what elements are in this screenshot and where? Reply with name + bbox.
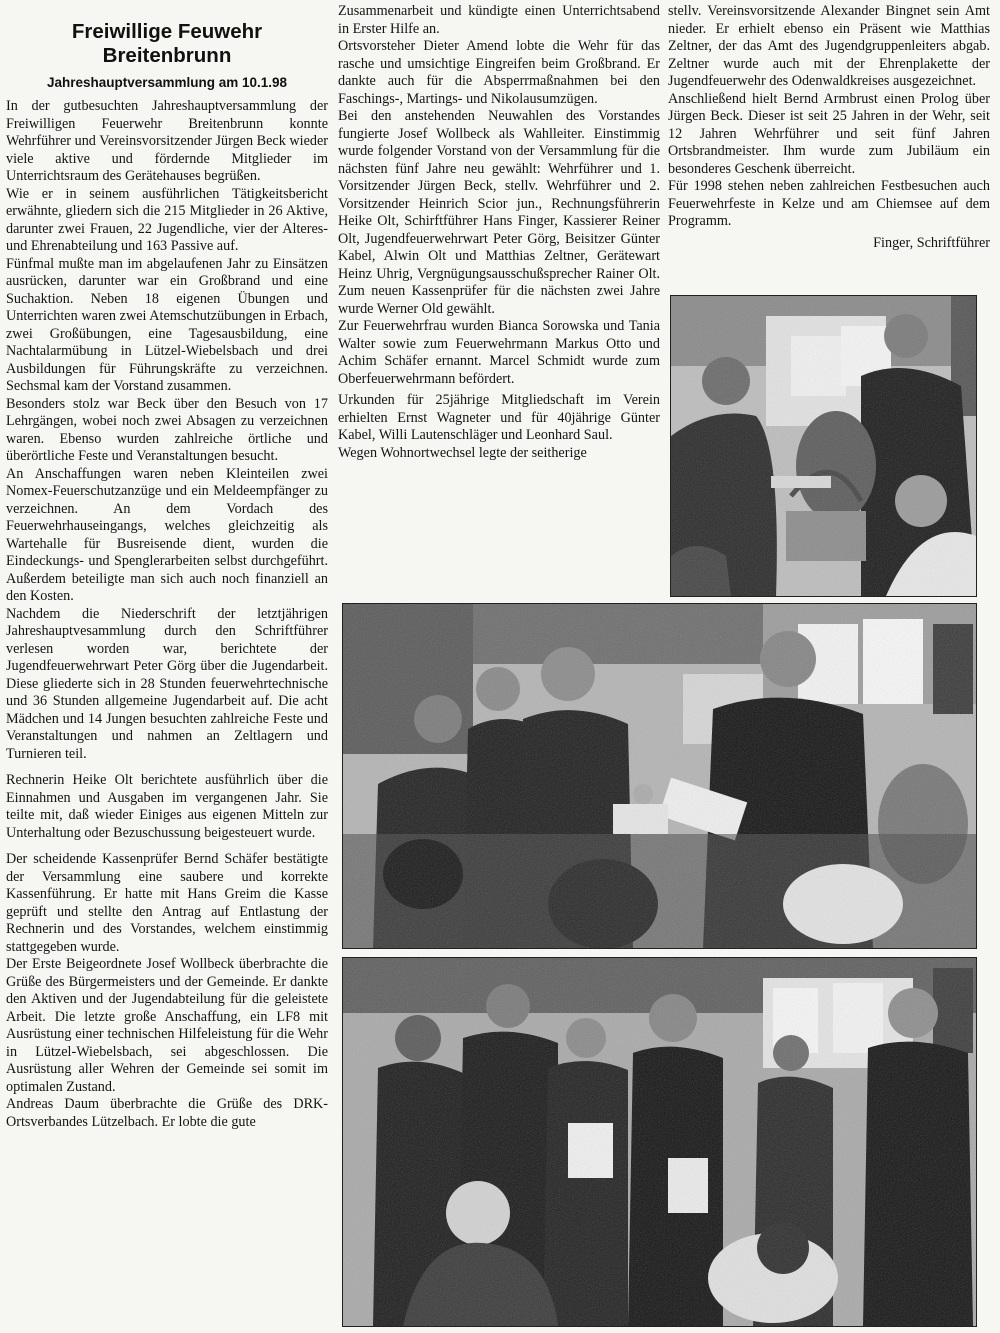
headline-line-1: Freiwillige Feuwehr [71,20,263,43]
paragraph: Der Erste Beigeordnete Josef Wollbeck überbrachte die Grüße des Bürgermeisters und der Gemeinde. Er dankte den Aktiven und der Jugendabteilung für die geleistete Arbeit. Die letzte große Anschaffung, ein LF8 mit Ausrüstung einer technischen Hilfeleistung für die Wehr in Lützel-Wiebelsbach, sei abgeschlossen. Die Ausrüstung aller Wehren der Gemeinde sei somit im optimalen Zustand. [6,956,328,1095]
paragraph: An Anschaffungen waren neben Kleinteilen zwei Nomex-Feuerschutzanzüge und ein Meldeempfänger zu verzeichnen. An dem Vordach des Feuerwehrhauseingangs, welches gleichzeitig als Wartehalle für Busreisende dient, wurden die Eindeckungs- und Spenglerarbeiten selbst durchgeführt. Außerdem beteiligte man sich auch noch finanziell an den Kosten. [6,465,328,604]
article-subheadline: Jahreshauptversammlung am 10.1.98 [46,75,288,90]
photo-certificate-handover [342,603,977,949]
paragraph: Zur Feuerwehrfrau wurden Bianca Sorowska und Tania Walter sowie zum Feuerwehrmann Markus Otto und Achim Schäfer ernannt. Marcel Schmidt wurde zum Oberfeuerwehrmann befördert. [338,318,660,387]
paragraph: Zusammenarbeit und kündigte einen Unterrichtsabend in Erster Hilfe an. [338,3,660,37]
photo-illustration [343,958,976,1326]
photo-illustration [671,296,976,596]
text-column-1 [6,98,328,1131]
paragraph: Fünfmal mußte man im abgelaufenen Jahr zu Einsätzen ausrücken, darunter war ein Großbrand und eine Suchaktion. Neben 18 eigenen Übungen und Unterrichten waren zwei Atemschutzübungen in Erbach, zwei Großübungen, eine Tagesausbildung, eine Nachtalarmübung in Lützel-Wiebelsbach und drei Ausbildungen für Führungskräfte zu verzeichnen. Sechsmal kam der Vorstand zusammen. [6,255,328,394]
photo-group-promotion [342,957,977,1327]
photo-gift-handover [670,295,977,597]
paragraph: Der scheidende Kassenprüfer Bernd Schäfer bestätigte der Versammlung eine saubere und korrekte Kassenführung. Er hatte mit Hans Greim die Kasse geprüft und stellte den Antrag auf Entlastung der Rechnerin und des Vorstandes, welchem einstimmig stattgegeben wurde. [6,851,328,955]
paragraph: Anschließend hielt Bernd Armbrust einen Prolog über Jürgen Beck. Dieser ist seit 25 Jahren in der Wehr, seit 12 Jahren Wehrführer und seit fünf Jahren Ortsbrandmeister. Ihm wurde zum Jubiläum ein besonderes Geschenk überreicht. [668,90,990,177]
headline-line-2: Breitenbrunn [102,44,232,67]
paragraph: Besonders stolz war Beck über den Besuch von 17 Lehrgängen, wobei noch zwei Absagen zu verzeichnen waren. Ebenso wurden zahlreiche örtliche und überörtliche Feste und Veranstaltungen besucht. [6,395,328,464]
text-column-2 [338,3,660,462]
paragraph: Für 1998 stehen neben zahlreichen Festbesuchen auch Feuerwehrfeste in Kelze und am Chiemsee auf dem Programm. [668,178,990,229]
paragraph: stellv. Vereinsvorsitzende Alexander Bingnet sein Amt nieder. Er erhielt ebenso ein Präsent wie Matthias Zeltner, der das Amt des Jugendgruppenleiters abgab. Zeltner wurde auch mit der Ehrenplakette der Jugendfeuerwehr des Odenwaldkreises ausgezeichnet. [668,3,990,89]
text-column-3 [668,3,990,252]
paragraph: Wegen Wohnortwechsel legte der seitherige [338,444,587,461]
paragraph: Rechnerin Heike Olt berichtete ausführlich über die Einnahmen und Ausgaben im vergangenen Jahr. Sie teilte mit, daß wieder Einiges aus eigenen Mitteln zur Unterhaltung oder Bezuschussung beigesteuert wurde. [6,772,328,841]
paragraph: Urkunden für 25jährige Mitgliedschaft im Verein erhielten Ernst Wagneter und für 40jährige Günter Kabel, Willi Lautenschläger und Leonhard Saul. [338,392,660,443]
paragraph: Andreas Daum überbrachte die Grüße des DRK-Ortsverbandes Lützelbach. Er lobte die gute [6,1096,328,1130]
paragraph: Wie er in seinem ausführlichen Tätigkeitsbericht erwähnte, gliedern sich die 215 Mitglieder in 26 Aktive, darunter zwei Frauen, 22 Jugendliche, vier der Alteres- und Ehrenabteilung und 163 Passive auf. [6,185,328,254]
author-signature: Finger, Schriftführer [873,234,990,251]
paragraph: Ortsvorsteher Dieter Amend lobte die Wehr für das rasche und umsichtige Eingreifen beim Großbrand. Er dankte auch für die Absperrmaßnahmen bei den Faschings-, Martings- und Nikolausumzügen. [338,38,660,107]
paragraph: Nachdem die Niederschrift der letztjährigen Jahreshauptvesammlung durch den Schriftführer verlesen worden war, berichtete der Jugendfeuerwehrwart Peter Görg über die Jugendarbeit. Diese gliederte sich in 28 Stunden feuerwehrtechnische und 36 Stunden allgemeine Jugendarbeit auf. Die acht Mädchen und 14 Jungen besuchten zahlreiche Feste und Veranstaltungen und nahmen an Zeltlagern und Turnieren teil. [6,605,328,762]
paragraph: Bei den anstehenden Neuwahlen des Vorstandes fungierte Josef Wollbeck als Wahlleiter. Einstimmig wurde folgender Vorstand von der Versammlung für die nächsten fünf Jahre neu gewählt: Wehrführer und 1. Vorsitzender Jürgen Beck, stellv. Wehrführer und 2. Vorsitzender Heinrich Scior jun., Rechnungsführerin Heike Olt, Schirftführer Hans Finger, Kassierer Reiner Olt, Jugendfeuerwehrwart Peter Görg, Beisitzer Günter Kabel, Alwin Olt und Matthias Zeltner, Gerätewart Heinz Uhrig, Vergnügungsausschußsprecher Rainer Olt. Zum neuen Kassenprüfer für die nächsten zwei Jahre wurde Werner Old gewählt. [338,108,660,317]
paragraph: In der gutbesuchten Jahreshauptversammlung der Freiwilligen Feuerwehr Breitenbrunn konnte Wehrführer und Vereinsvorsitzender Jürgen Beck wieder viele aktive und fördernde Mitglieder im Unterrichtsraum des Gerätehauses begrüßen. [6,98,328,184]
article-headline [6,20,328,68]
photo-illustration [343,604,976,948]
